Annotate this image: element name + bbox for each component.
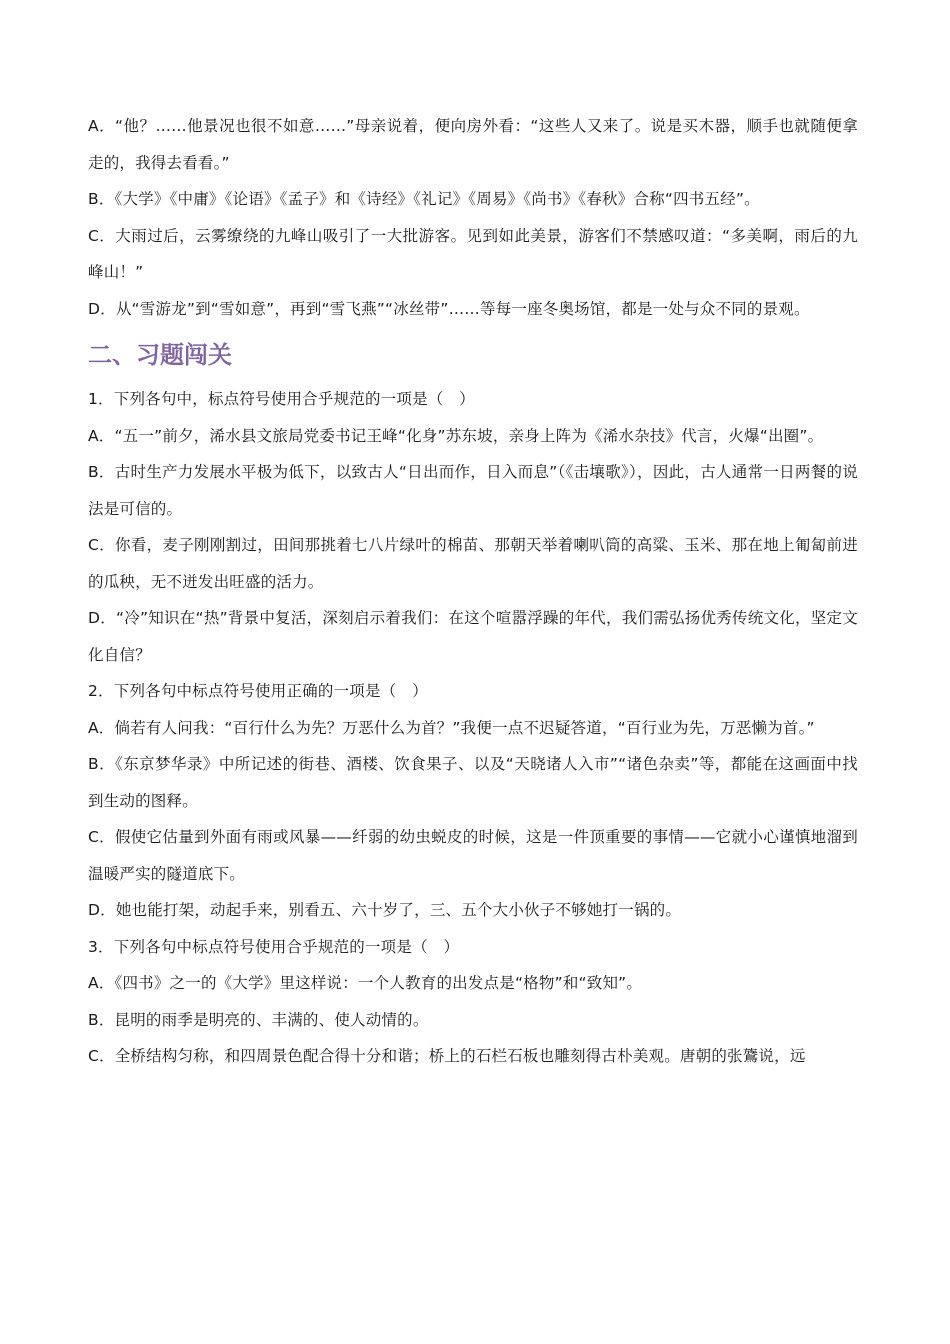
option-c: C．你看，麦子刚刚割过，田间那挑着七八片绿叶的棉苗、那朝天举着喇叭筒的高粱、玉米、那在地上匍匐前进的瓜秧，无不迸发出旺盛的活力。 bbox=[88, 536, 858, 591]
question-3 bbox=[88, 929, 858, 1075]
question-1 bbox=[88, 381, 858, 673]
option-a: A．“他？……他景况也很不如意……”母亲说着，便向房外看：“这些人又来了。说是买木器，顺手也就随便拿走的，我得去看看。” bbox=[88, 117, 858, 172]
option-d: D．她也能打架，动起手来，别看五、六十岁了，三、五个大小伙子不够她打一锅的。 bbox=[88, 901, 682, 919]
option-d: D．从“雪游龙”到“雪如意”，再到“雪飞燕”“冰丝带”……等每一座冬奥场馆，都是一处与众不同的景观。 bbox=[88, 299, 810, 318]
option-a: A．“五一”前夕，浠水县文旅局党委书记王峰“化身”苏东坡，亲身上阵为《浠水杂技》代言，火爆“出圈”。 bbox=[88, 426, 824, 445]
question-stem: 2．下列各句中标点符号使用正确的一项是（ ） bbox=[88, 682, 428, 700]
option-c: C．全桥结构匀称，和四周景色配合得十分和谐；桥上的石栏石板也雕刻得古朴美观。唐朝的张鷟说，远 bbox=[88, 1047, 806, 1065]
option-c: C．大雨过后，云雾缭绕的九峰山吸引了一大批游客。见到如此美景，游客们不禁感叹道：“多美啊，雨后的九峰山！” bbox=[88, 226, 858, 281]
option-a: A．《四书》之一的《大学》里这样说：一个人教育的出发点是“格物”和“致知”。 bbox=[88, 974, 643, 992]
question-stem: 1．下列各句中，标点符号使用合乎规范的一项是（ ） bbox=[88, 390, 475, 408]
option-c: C．假使它估量到外面有雨或风暴——纤弱的幼虫蜕皮的时候，这是一件顶重要的事情——它就小心谨慎地溜到温暖严实的隧道底下。 bbox=[88, 828, 858, 883]
top-options bbox=[88, 108, 858, 327]
option-a: A．倘若有人问我：“百行什么为先？万恶什么为首？”我便一点不迟疑答道，“百行业为先，万恶懒为首。” bbox=[88, 718, 815, 737]
option-d: D．“冷”知识在“热”背景中复活，深刻启示着我们：在这个喧嚣浮躁的年代，我们需弘扬优秀传统文化，坚定文化自信？ bbox=[88, 609, 858, 664]
question-stem: 3．下列各句中标点符号使用合乎规范的一项是（ ） bbox=[88, 937, 460, 956]
option-b: B．《大学》《中庸》《论语》《孟子》和《诗经》《礼记》《周易》《尚书》《春秋》合称“四书五经”。 bbox=[88, 190, 760, 208]
section-title: 二、习题闯关 bbox=[88, 341, 232, 369]
option-b: B．昆明的雨季是明亮的、丰满的、使人动情的。 bbox=[88, 1010, 429, 1029]
option-b: B．《东京梦华录》中所记述的街巷、酒楼、饮食果子、以及“天晓诸人入市”“诸色杂卖”等，都能在这画面中找到生动的图释。 bbox=[88, 755, 858, 810]
document-page bbox=[88, 108, 858, 1075]
question-2 bbox=[88, 673, 858, 929]
option-b: B．古时生产力发展水平极为低下，以致古人“日出而作，日入而息”（《击壤歌》），因此，古人通常一日两餐的说法是可信的。 bbox=[88, 463, 858, 518]
